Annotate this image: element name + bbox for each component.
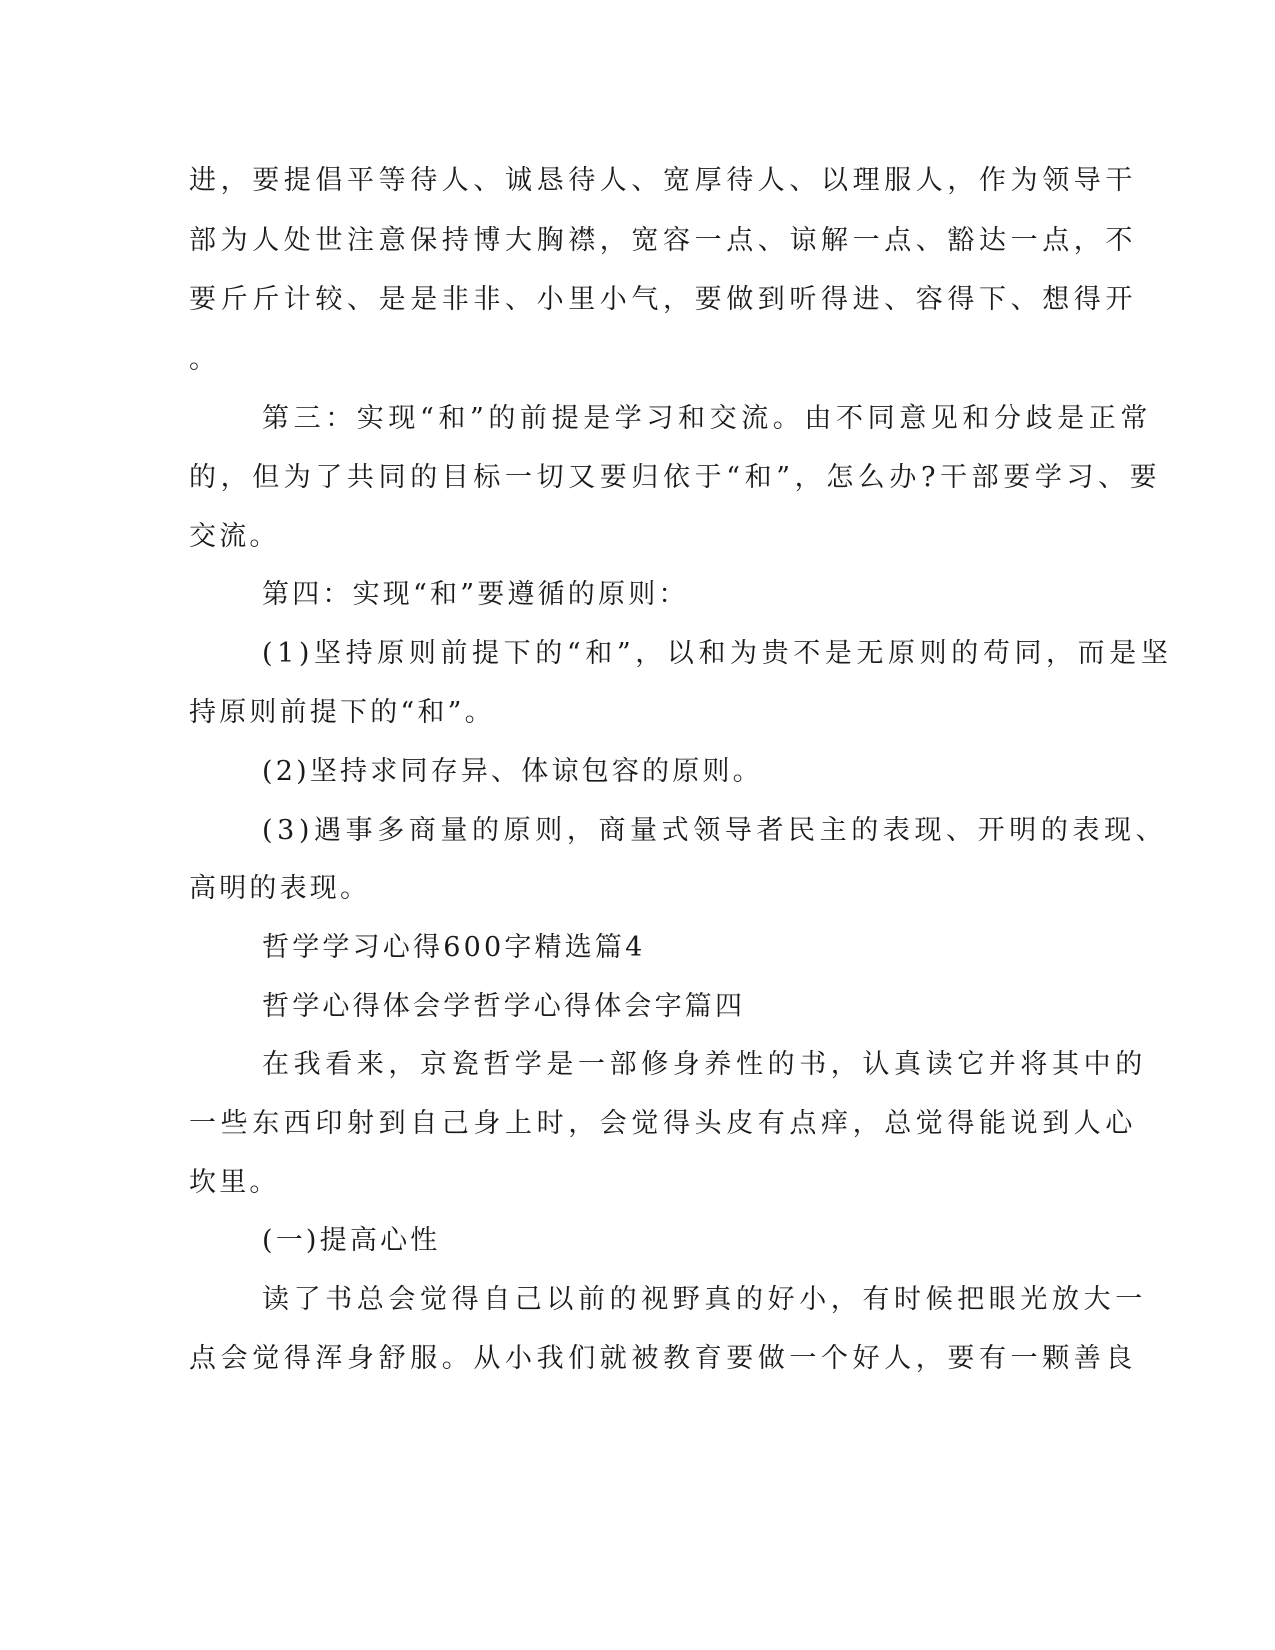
paragraph-line-8: 第四：实现“和”要遵循的原则： (262, 579, 689, 610)
section-heading: 哲学学习心得600字精选篇4 (262, 932, 646, 963)
paragraph-line-20: 读了书总会觉得自己以前的视野真的好小，有时候把眼光放大一 (262, 1284, 1147, 1315)
paragraph-line-2: 部为人处世注意保持博大胸襟，宽容一点、谅解一点、豁达一点，不 (189, 225, 1137, 256)
paragraph-line-1: 进，要提倡平等待人、诚恳待人、宽厚待人、以理服人，作为领导干 (189, 165, 1137, 196)
paragraph-line-5: 第三：实现“和”的前提是学习和交流。由不同意见和分歧是正常 (262, 403, 1153, 434)
subsection-heading: (一)提高心性 (262, 1225, 441, 1256)
paragraph-line-16: 在我看来，京瓷哲学是一部修身养性的书，认真读它并将其中的 (262, 1049, 1147, 1080)
paragraph-line-10: 持原则前提下的“和”。 (189, 697, 495, 728)
paragraph-line-4: 。 (189, 344, 218, 375)
paragraph-line-9: (1)坚持原则前提下的“和”，以和为贵不是无原则的苟同，而是坚 (262, 638, 1173, 669)
paragraph-line-12: (3)遇事多商量的原则，商量式领导者民主的表现、开明的表现、 (262, 815, 1168, 846)
section-subheading: 哲学心得体会学哲学心得体会字篇四 (262, 991, 746, 1022)
paragraph-line-13: 高明的表现。 (189, 873, 371, 904)
paragraph-line-17: 一些东西印射到自己身上时，会觉得头皮有点痒，总觉得能说到人心 (189, 1108, 1137, 1139)
paragraph-line-21: 点会觉得浑身舒服。从小我们就被教育要做一个好人，要有一颗善良 (189, 1343, 1137, 1374)
paragraph-line-7: 交流。 (189, 521, 280, 552)
paragraph-line-3: 要斤斤计较、是是非非、小里小气，要做到听得进、容得下、想得开 (189, 284, 1137, 315)
paragraph-line-11: (2)坚持求同存异、体谅包容的原则。 (262, 756, 763, 787)
paragraph-line-18: 坎里。 (189, 1167, 280, 1198)
paragraph-line-6: 的，但为了共同的目标一切又要归依于“和”，怎么办?干部要学习、要 (189, 462, 1162, 493)
